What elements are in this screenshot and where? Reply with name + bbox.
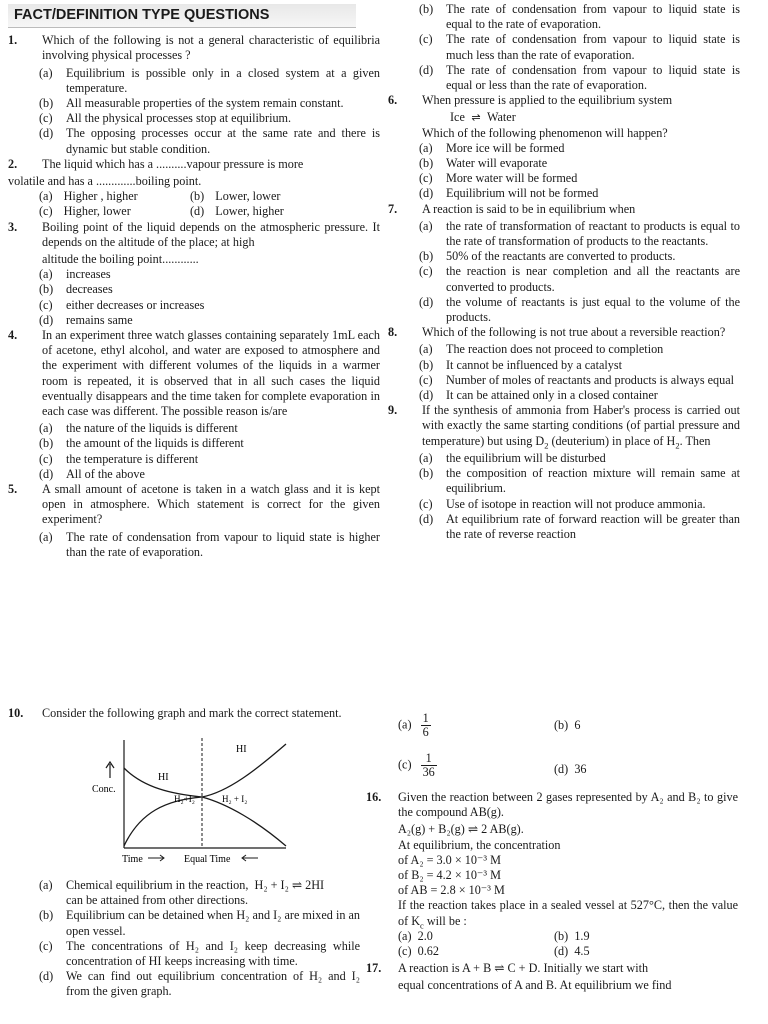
question-number: 6. [388,93,398,108]
option-text: The rate of condensation from vapour to liquid state is equal or less than the rate of evaporation. [446,62,740,93]
option-row: (c) Higher, lower (d) Lower, higher [39,204,284,219]
option-b: (b) the composition of reaction mixture will remain same at equilibrium. [419,466,740,496]
option-text: Use of isotope in reaction will not produce ammonia. [446,496,706,511]
option-c: (c) More water will be formed [419,171,578,186]
question-16 [366,790,738,994]
denominator: 36 [422,765,435,779]
option-text: can be attained from other directions. [66,893,249,908]
question-text: When pressure is applied to the equilibrium system [422,93,673,108]
option-equation: H₂ + I₂ ⇌ 2HI [254,878,325,892]
option-text: Equilibrium is possible only in a closed system at a given temperature. [66,65,380,95]
question-text: A small amount of acetone is taken in a watch glass and it is kept open in atmosphere. Which statement is correct for the given experiment? [42,482,380,527]
option-text: 50% of the reactants are converted to products. [446,249,676,264]
subscript: c [420,920,424,931]
option-b: (b) Water will evaporate [419,156,548,171]
question-number: 4. [8,328,18,343]
concentration-ab: of AB = 2.8 × 10⁻³ M [398,883,505,898]
question-text: A reaction is said to be in equilibrium when [422,201,636,216]
fraction [421,752,437,779]
option-row: (c) 0.62 (d) 4.5 [398,944,590,959]
option-text: the amount of the liquids is different [66,436,244,451]
y-axis-label: Conc. [92,784,116,795]
option-c: (c) Use of isotope in reaction will not produce ammonia. [419,496,706,511]
question-text: Which of the following is not true about a reversible reaction? [422,325,726,340]
question-7 [388,202,740,217]
eq-left: Ice [450,110,465,125]
option-text: All measurable properties of the system remain constant. [66,96,344,111]
fraction [421,712,431,739]
label-hi-top: HI [236,744,247,755]
numerator: 1 [422,711,429,725]
option-d: (d) It can be attained only in a closed container [419,388,658,403]
option-c: (c) the temperature is different [39,451,199,466]
question-1 [8,33,380,63]
section-heading: FACT/DEFINITION TYPE QUESTIONS [8,4,356,28]
question-4 [8,328,380,419]
option-d: (d) Equilibrium will not be formed [419,186,599,201]
question-text: In an experiment three watch glasses containing separately 1mL each of acetone, ethyl alcohol, and water are exposed to atmosphere and the experiment with different volumes of the liquids in a warmer room is repeated, it is observed that in all such cases the liquid eventually disappears and the time taken for complete evaporation in each case was different. The possible reason is/are [42,328,380,419]
option-text: The concentrations of H₂ and I₂ keep decreasing while concentration of HI keeps increasing with time. [66,938,360,969]
equilibrium-equation [388,110,740,125]
option-text: The rate of condensation from vapour to liquid state is equal to the rate of evaporation. [446,2,740,32]
option-d: (d) The opposing processes occur at the same rate and there is dynamic but stable condition. [39,126,380,156]
question-number: 8. [388,325,398,340]
option-text: increases [66,267,111,282]
option-text: the equilibrium will be disturbed [446,450,606,465]
option-text: Number of moles of reactants and products is always equal [446,372,735,387]
option-text: the nature of the liquids is different [66,421,238,436]
left-column [8,4,380,560]
option-text: Equilibrium can be detained when H₂ and I₂ are mixed in an open vessel. [66,908,360,938]
concentration-a2: of A₂ = 3.0 × 10⁻³ M [398,852,501,867]
option-text: We can find out equilibrium concentration of H₂ and I₂ from the given graph. [66,969,360,999]
question-text-line [366,898,738,931]
option-text: the composition of reaction mixture will remain same at equilibrium. [446,466,740,496]
question-text: Consider the following graph and mark the correct statement. [42,706,342,720]
eq-right: Water [486,110,516,125]
question-2 [8,157,380,172]
option-a: (a) Chemical equilibrium in the reaction, H₂ + I₂ ⇌ 2HI can be attained from other directions. [39,878,325,908]
option-a: 2.0 [417,928,433,943]
option-text: remains same [66,312,133,327]
question-number: 3. [8,219,18,234]
option-text: It can be attained only in a closed container [446,388,658,403]
option-text: the volume of reactants is just equal to the volume of the products. [446,294,740,325]
option-text: The rate of condensation from vapour to liquid state is higher than the rate of evaporation. [66,529,380,559]
question-text-part: (deuterium) in place of H [548,433,676,448]
question-text-continued: altitude the boiling point............ [42,252,199,267]
option-a: (a) More ice will be formed [419,140,565,155]
option-a: (a) the rate of transformation of reactant to products is equal to the rate of transformation of products to the reactants. [419,218,740,249]
option-text: Equilibrium will not be formed [446,186,599,201]
option-c: 0.62 [417,944,439,959]
reaction-equation: A₂(g) + B₂(g) ⇌ 2 AB(g). [398,822,524,837]
hi-forming-curve [124,797,202,846]
option-d: (d) the volume of reactants is just equal to the volume of the products. [419,294,740,325]
question-number: 1. [8,33,18,48]
option-text: All the physical processes stop at equilibrium. [66,111,292,126]
concentration-time-graph [88,730,288,870]
option-c: (c) All the physical processes stop at equilibrium. [39,111,292,126]
option-d: (d) At equilibrium rate of forward reaction will be greater than the rate of reverse reaction [419,511,740,541]
option-text: decreases [66,282,113,297]
question-10-options [8,878,360,1000]
question-text-part: If the reaction takes place in a sealed vessel at 527°C, then the value of K [398,898,738,928]
question-text: Given the reaction between 2 gases represented by A₂ and B₂ to give the compound AB(g). [398,790,738,820]
option-a: (a) The reaction does not proceed to completion [419,342,664,357]
question-text: Which of the following is not a general characteristic of equilibria involving physical processes ? [42,33,380,63]
h2i2-forming-curve [202,797,286,846]
option-text: either decreases or increases [66,297,205,312]
option-d: (d) We can find out equilibrium concentration of H₂ and I₂ from the given graph. [39,969,360,999]
option-c: (c) The rate of condensation from vapour to liquid state is much less than the rate of evaporation. [419,32,740,62]
question-text-part: If the synthesis of ammonia from Haber's process is carried out with exactly the same starting conditions (of partial pressure and temperature) but using D [422,403,740,448]
question-text: The liquid which has a ..........vapour pressure is more [42,156,304,171]
denominator: 6 [422,725,429,739]
option-b: (b) the amount of the liquids is different [39,436,244,451]
option-c: (c) $\frac{1}{36}$ [398,751,435,779]
option-b: Lower, lower [215,189,281,204]
x-axis-label-left: Time [122,854,143,865]
right-arrow-icon [148,855,164,861]
option-text: More water will be formed [446,171,578,186]
question-text-continued: equal concentrations of A and B. At equilibrium we find [398,978,672,993]
option-text: Chemical equilibrium in the reaction, [66,878,249,892]
question-text: If the synthesis of ammonia from Haber's process is carried out with exactly the same starting conditions (of partial pressure and temperature) but using $D_2$ (deuterium) in place of $H_2$. Then [422,403,740,451]
option-text: The opposing processes occur at the same rate and there is dynamic but stable condition. [66,126,380,156]
label-hi-left: HI [158,772,169,783]
option-d: Lower, higher [215,204,284,219]
option-b: (b) The rate of condensation from vapour to liquid state is equal to the rate of evaporation. [419,2,740,32]
option-c: Higher, lower [63,204,131,219]
option-b: (b) All measurable properties of the system remain constant. [39,96,344,111]
option-a: (a) $\frac{1}{6}$ [398,711,429,739]
option-d: (d) remains same [39,312,133,327]
option-b: (b) decreases [39,282,113,297]
option-text: At equilibrium rate of forward reaction will be greater than the rate of reverse reaction [446,511,740,541]
left-arrow-icon [242,855,258,861]
option-d: (d) The rate of condensation from vapour to liquid state is equal or less than the rate of evaporation. [419,62,740,93]
question-10 [8,706,402,721]
option-a: (a) the equilibrium will be disturbed [419,450,606,465]
question-number: 2. [8,156,18,171]
option-c: (c) The concentrations of H₂ and I₂ keep decreasing while concentration of HI keeps increasing with time. [39,938,360,969]
question-text-part: . Then [679,433,711,448]
label-h2i2-right: H₂ + I₂ [222,794,248,804]
label-h2i2-mid: H₂+I₂ [174,794,195,804]
option-text: The rate of condensation from vapour to liquid state is much less than the rate of evaporation. [446,32,740,62]
option-text: It cannot be influenced by a catalyst [446,357,622,372]
option-b: (b) 50% of the reactants are converted to products. [419,249,676,264]
question-number: 7. [388,201,398,216]
question-number: 16. [366,790,382,804]
question-number: 17. [366,961,382,976]
question-number: 10. [8,706,24,720]
question-9 [388,403,740,449]
option-text: 36 [574,762,587,776]
question-17 [366,961,738,976]
option-text: the temperature is different [66,451,199,466]
question-text: A reaction is A + B ⇌ C + D. Initially we start with [398,961,649,976]
option-row: (a) Higher , higher (b) Lower, lower [39,189,281,204]
right-column [388,2,740,542]
numerator: 1 [421,752,437,766]
option-d: (d) 36 [554,762,587,776]
question-text-continued: Which of the following phenomenon will happen? [422,125,668,140]
option-c: (c) Number of moles of reactants and products is always equal [419,372,735,387]
equilibrium-arrow-icon: ⇌ [467,111,485,125]
question-3 [8,220,380,250]
option-text: Water will evaporate [446,156,548,171]
option-b: 1.9 [574,928,590,943]
question-text-continued: volatile and has a .............boiling point. [8,174,202,189]
option-a: Higher , higher [63,189,138,204]
option-text: 6 [574,718,581,732]
concentration-b2: of B₂ = 4.2 × 10⁻³ M [398,868,501,883]
option-text: the rate of transformation of reactant to products is equal to the rate of transformation of products to the reactants. [446,218,740,249]
option-text: More ice will be formed [446,140,565,155]
question-5 [8,482,380,528]
x-axis-label-right: Equal Time [184,854,231,865]
option-text: All of the above [66,466,145,481]
option-a: (a) increases [39,267,111,282]
option-c: (c) the reaction is near completion and all the reactants are converted to products. [419,264,740,294]
question-text: Boiling point of the liquid depends on the atmospheric pressure. It depends on the altitude of the place; at high [42,219,380,249]
option-d: 4.5 [574,944,590,959]
question-text-part: will be : [423,913,467,928]
option-text: the reaction is near completion and all the reactants are converted to products. [446,264,740,294]
question-6 [388,93,740,108]
option-a: (a) the nature of the liquids is different [39,421,238,436]
option-b: (b) 6 [554,718,581,732]
option-a: (a) The rate of condensation from vapour to liquid state is higher than the rate of evaporation. [39,529,380,559]
question-8 [388,325,740,340]
question-text-line: At equilibrium, the concentration [398,837,561,852]
option-a: (a) Equilibrium is possible only in a closed system at a given temperature. [39,65,380,95]
question-number: 9. [388,403,398,418]
up-arrow-icon [106,762,114,778]
question-16-stem [366,790,738,820]
option-b: (b) Equilibrium can be detained when H₂ and I₂ are mixed in an open vessel. [39,908,360,938]
option-text: The reaction does not proceed to completion [446,342,664,357]
option-d: (d) All of the above [39,466,145,481]
question-number: 5. [8,482,18,497]
option-b: (b) It cannot be influenced by a catalyst [419,357,622,372]
option-c: (c) either decreases or increases [39,297,205,312]
option-row: (a) 2.0 (b) 1.9 [398,928,590,943]
